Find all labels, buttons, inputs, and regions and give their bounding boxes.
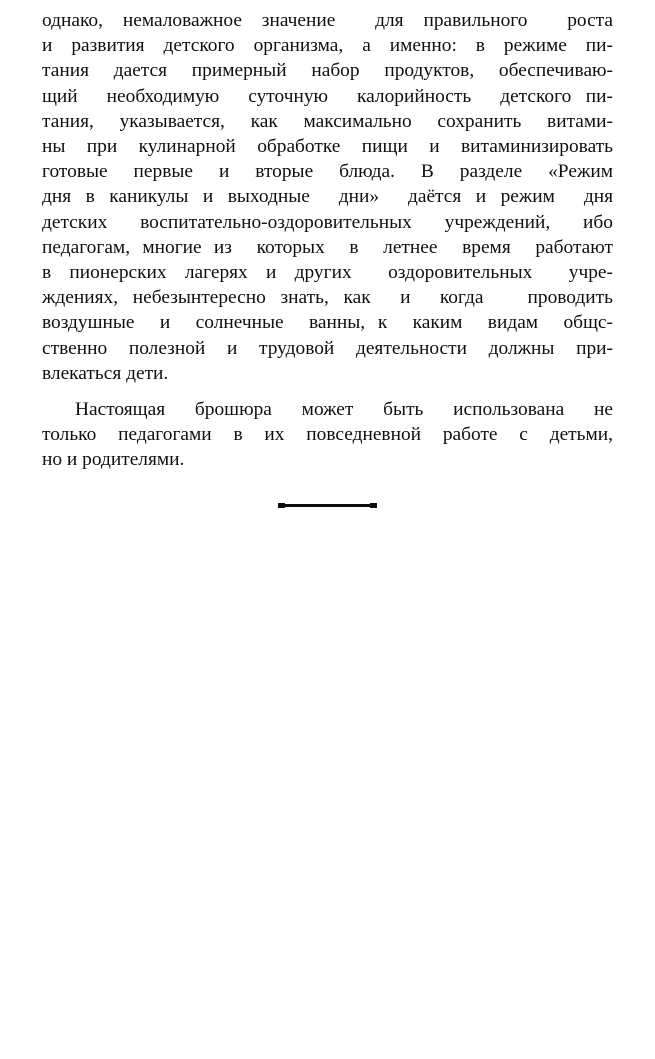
text-line: щий необходимую суточную калорийность детского пи- — [42, 85, 613, 107]
text-line: тания, указывается, как максимально сохранить витами- — [42, 110, 613, 132]
text-line: но и родителями. — [42, 449, 185, 471]
text-line: детских воспитательно-оздоровительных учреждений, ибо — [42, 211, 613, 233]
text-line: только педагогами в их повседневной работе с детьми, — [42, 424, 613, 446]
text-line: тания дается примерный набор продуктов, обеспечиваю- — [42, 60, 613, 82]
text-line: ждениях, небезынтересно знать, как и когда проводить — [42, 287, 613, 309]
text-line: ны при кулинарной обработке пищи и витаминизировать — [42, 136, 613, 158]
text-line: однако, немаловажное значение для правильного роста — [42, 10, 613, 31]
horizontal-rule-icon — [279, 504, 376, 507]
page-text-block — [42, 8, 613, 473]
body-paragraph-2 — [42, 397, 613, 473]
text-line: влекаться дети. — [42, 362, 169, 384]
text-line: Настоящая брошюра может быть использована не — [75, 399, 613, 421]
text-line: и развития детского организма, а именно: в режиме пи- — [42, 35, 613, 57]
text-line: в пионерских лагерях и других оздоровительных учре- — [42, 262, 613, 284]
text-line: дня в каникулы и выходные дни» даётся и режим дня — [42, 186, 613, 208]
section-divider-ornament — [0, 497, 655, 513]
body-paragraph-1 — [42, 8, 613, 386]
text-line: педагогам, многие из которых в летнее время работают — [42, 236, 613, 258]
text-line: воздушные и солнечные ванны, к каким видам общс- — [42, 312, 613, 334]
blank-page-area — [0, 520, 655, 1059]
text-line: готовые первые и вторые блюда. В разделе «Режим — [42, 161, 613, 183]
text-line: ственно полезной и трудовой деятельности должны при- — [42, 337, 613, 359]
